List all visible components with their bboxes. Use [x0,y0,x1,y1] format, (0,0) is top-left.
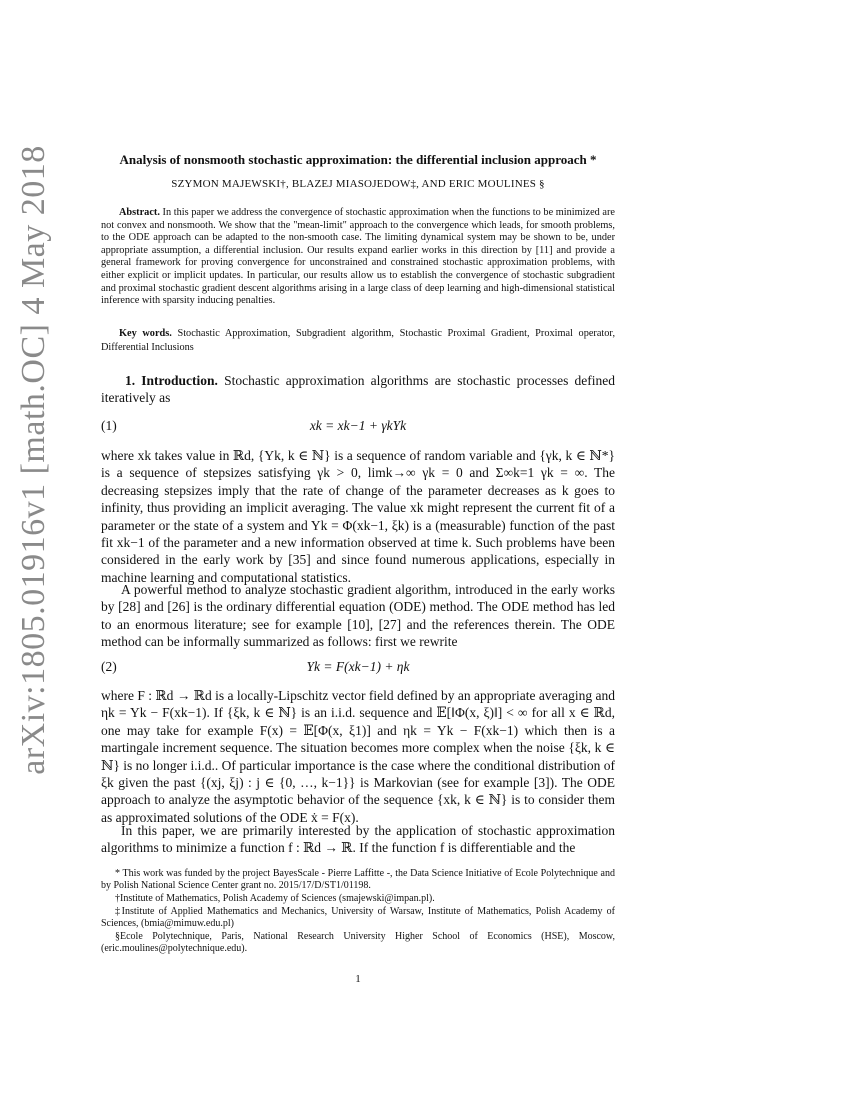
keywords-label: Key words. [119,328,172,339]
paragraph-1: where xk takes value in ℝd, {Yk, k ∈ ℕ} is a sequence of random variable and {γk, k ∈ ℕ*} is a sequence of stepsizes satisfying γk > 0, limk→∞ γk = 0 and Σ∞k=1 γk = ∞. The decreasing stepsizes imply that the rate of change of the parameter decreases as k goes to infinity, thus providing an implicit averaging. The value xk might represent the current fit of a parameter or the state of a system and Yk = Φ(xk−1, ξk) is a (measurable) function of the past fit xk−1 of the parameter and a new information observed at time k. Such problems have been considered in the early work by [35] and since found numerous applications, especially in machine learning and computational statistics. [101,448,615,585]
footnote-author-3: §Ecole Polytechnique, Paris, National Research University Higher School of Economics (HSE), Moscow, (eric.moulines@polytechnique.edu). [101,930,615,954]
abstract-text: In this paper we address the convergence of stochastic approximation when the functions to be minimized are not convex and nonsmooth. We show that the "mean-limit" approach to the convergence which leads, for smooth problems, to the ODE approach can be adapted to the non-smooth case. The limiting dynamical system may be shown to be, under appropriate assumption, a differential inclusion. Our results expand earlier works in this direction by [11] and provide a general framework for proving convergence for unconstrained and constrained stochastic approximation problems, with either explicit or implicit updates. In particular, our results allow us to establish the convergence of stochastic subgradient and proximal stochastic gradient descent algorithms arising in a large class of deep learning and high-dimensional statistical inference with sparsity inducing penalties. [101,207,615,307]
equation-2-number: (2) [101,659,117,674]
keywords [101,327,615,354]
footnote-author-1: †Institute of Mathematics, Polish Academy of Sciences (smajewski@impan.pl). [115,892,435,904]
abstract-label: Abstract. [119,207,160,218]
paragraph-2: A powerful method to analyze stochastic gradient algorithm, introduced in the early works by [28] and [26] is the ordinary differential equation (ODE) method. The ODE method has led to an enormous literature; see for example [10], [27] and the references therein. The ODE method can be informally summarized as follows: first we rewrite [101,582,615,650]
equation-1-expression: xk = xk−1 + γkYk [309,418,407,433]
equation-2-expression: Yk = F(xk−1) + ηk [306,659,410,674]
footnote-funding: * This work was funded by the project BayesScale - Pierre Laffitte -, the Data Science Initiative of Ecole Polytechnique and by Polish National Science Center grant no. 2015/17/D/ST1/01198. [101,868,615,892]
section-heading: 1. Introduction. [125,373,218,388]
abstract [101,207,615,308]
paragraph-3: where F : ℝd → ℝd is a locally-Lipschitz vector field defined by an appropriate averaging and ηk = Yk − F(xk−1). If {ξk, k ∈ ℕ} is an i.i.d. sequence and 𝔼[‖Φ(x, ξ)‖] < ∞ for all x ∈ ℝd, one may take for example F(x) = 𝔼[Φ(x, ξ1)] and ηk = Yk − F(xk−1) which then is a martingale increment sequence. The situation becomes more complex when the noise {ξk, k ∈ ℕ} is no longer i.i.d.. Of particular importance is the case where the conditional distribution of ξk given the past {(xj, ξj) : j ∈ {0, …, k−1}} is Markovian (see for example [3]). The ODE approach to analyze the asymptotic behavior of the sequence {xk, k ∈ ℕ} is to consider them as approximated solutions of the ODE ẋ = F(x). [101,688,615,825]
keywords-text: Stochastic Approximation, Subgradient algorithm, Stochastic Proximal Gradient, Proximal operator, Differential Inclusions [101,328,616,353]
section-intro [101,372,615,407]
footnotes [101,868,615,955]
author-list: SZYMON MAJEWSKI†, BLAZEJ MIASOJEDOW‡, AND ERIC MOULINES § [171,178,545,190]
equation-2 [101,659,615,679]
page-number: 1 [355,973,361,985]
paragraph-4: In this paper, we are primarily interested by the application of stochastic approximation algorithms to minimize a function f : ℝd → ℝ. If the function f is differentiable and the [101,823,615,856]
paper-title: Analysis of nonsmooth stochastic approximation: the differential inclusion approach * [119,152,597,167]
section-intro-text: Stochastic approximation algorithms are stochastic processes defined iteratively as [101,373,615,406]
footnote-author-2: ‡Institute of Applied Mathematics and Mechanics, University of Warsaw, Institute of Mathematics, Polish Academy of Sciences, (bmia@mimuw.edu.pl) [101,905,615,929]
equation-1 [101,418,615,438]
arxiv-stamp [0,0,60,1100]
arxiv-stamp-text: arXiv:1805.01916v1 [math.OC] 4 May 2018 [15,145,52,775]
equation-1-number: (1) [101,418,117,433]
